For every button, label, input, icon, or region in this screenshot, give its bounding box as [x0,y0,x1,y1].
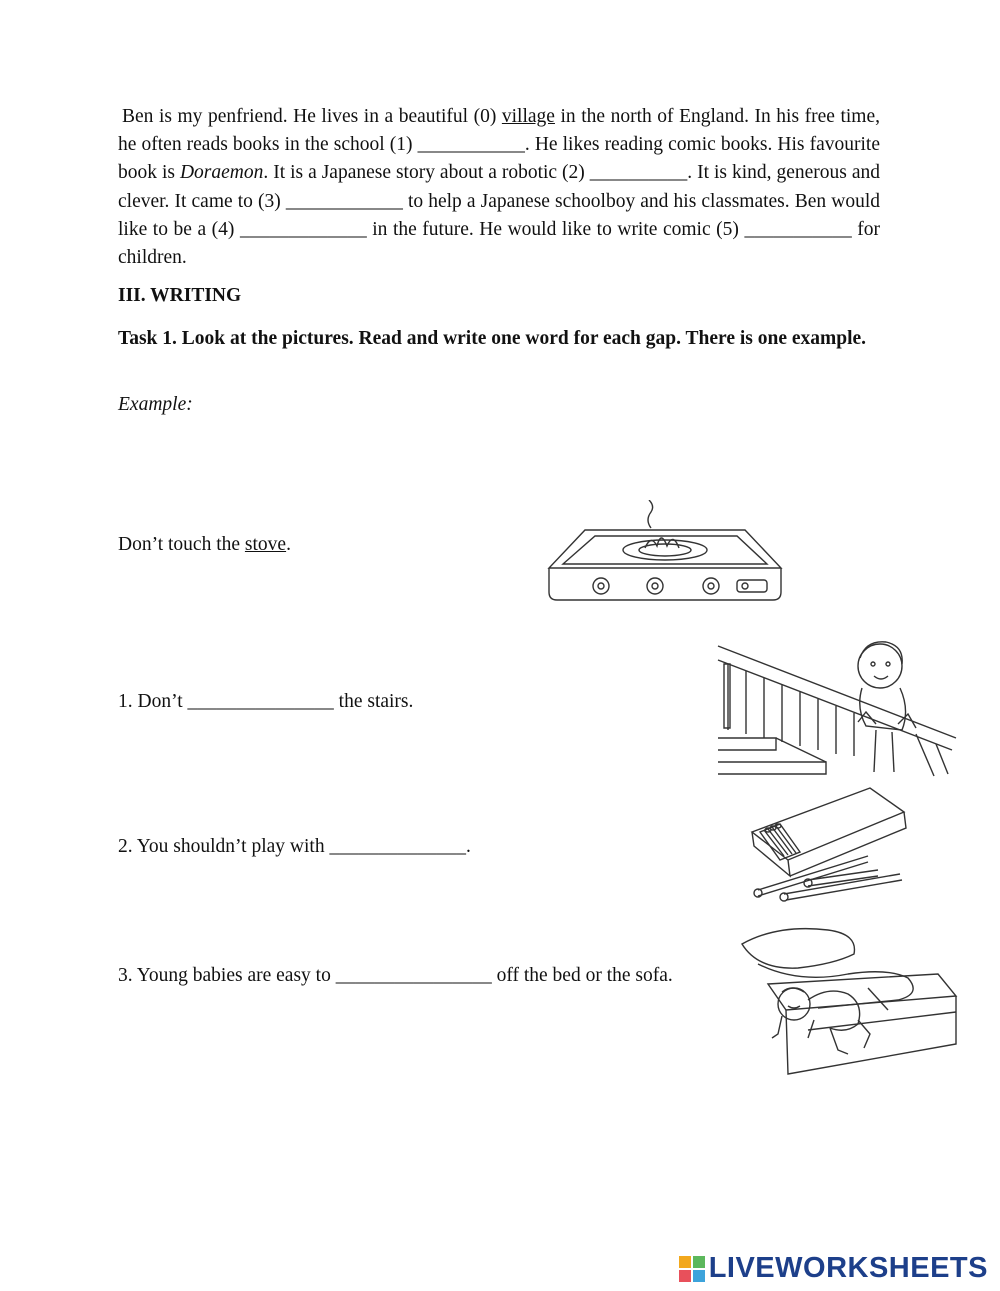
example-sentence [118,531,291,559]
gap-1-input[interactable]: ___________ [417,134,525,156]
example-text: Don’t touch the [118,534,245,555]
book-title: Doraemon [179,162,264,184]
baby-falling-bed-icon [738,924,960,1076]
example-label: Example: [118,394,193,415]
passage-text: in the north of England. In his free time, he often reads books in the school (1) [118,106,880,156]
question-1 [118,688,413,716]
matches-icon [748,782,908,910]
question-1-gap-input[interactable]: _______________ [187,691,334,712]
question-text: 1. Don’t [118,691,188,712]
stove-icon [545,500,785,604]
child-climbing-stairs-icon [716,638,958,778]
gap-4-input[interactable]: _____________ [239,218,367,240]
passage-text: in the future. He would like to write comic (5) [366,218,745,240]
question-text: the stairs. [333,691,414,712]
passage-text: . It is kind, generous and clever. It came to (3) [118,162,880,212]
example-answer-village: village [501,106,555,127]
question-2-gap-input[interactable]: ______________ [329,836,466,857]
example-answer-stove: stove [244,534,287,555]
gap-5-input[interactable]: ___________ [744,218,852,240]
question-3-gap-input[interactable]: ________________ [335,965,492,986]
passage-text: for children. [118,218,880,269]
question-text: . [465,836,471,857]
liveworksheets-logo-icon [679,1256,705,1282]
footer-logo [679,1252,988,1285]
brand-name: LIVEWORKSHEETS [708,1252,988,1284]
example-text: . [286,534,291,555]
task-instruction: Task 1. Look at the pictures. Read and write one word for each gap. There is one example. [118,328,867,349]
question-3 [118,962,688,990]
question-text: 3. Young babies are easy to [118,965,336,986]
reading-passage [118,103,880,272]
passage-text: . He likes reading comic books. His favourite book is [118,134,880,184]
gap-3-input[interactable]: ____________ [285,190,403,212]
passage-text: to help a Japanese schoolboy and his classmates. Ben would like to be a (4) [118,190,880,240]
question-text: off the bed or the sofa. [491,965,673,986]
question-2 [118,833,471,861]
gap-2-input[interactable]: __________ [589,162,688,184]
passage-text: . It is a Japanese story about a robotic (2) [263,162,590,184]
passage-text: Ben is my penfriend. He lives in a beautiful (0) [122,106,502,127]
question-text: 2. You shouldn’t play with [118,836,330,857]
section-heading: III. WRITING [118,285,242,306]
